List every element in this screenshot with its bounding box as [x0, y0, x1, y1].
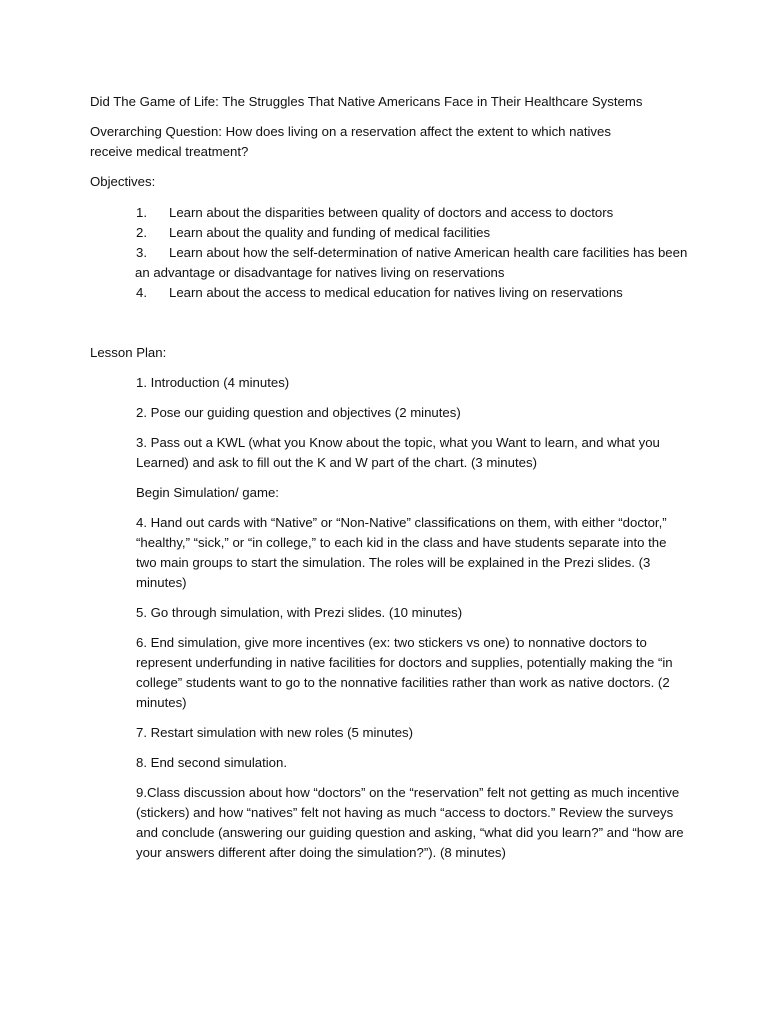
overarching-question: Overarching Question: How does living on a reservation affect the extent to which natives receive medical treatment?	[90, 124, 611, 159]
objective-text: Learn about the access to medical education for natives living on reservations	[169, 285, 623, 300]
lesson-step: 7. Restart simulation with new roles (5 minutes)	[136, 725, 414, 740]
simulation-heading: Begin Simulation/ game:	[136, 485, 279, 500]
lesson-plan-heading: Lesson Plan:	[90, 345, 167, 360]
objective-number: 3.	[136, 245, 147, 260]
lesson-step: 6. End simulation, give more incentives (ex: two stickers vs one) to nonnative doctors to represent underfunding in native facilities for doctors and supplies, potentially making the “in college” students want to go to the nonnative facilities rather than work as native doctors. (2 minutes)	[136, 635, 673, 710]
objective-item	[136, 283, 696, 303]
lesson-step: 1. Introduction (4 minutes)	[136, 375, 290, 390]
objective-item	[136, 223, 696, 243]
objective-text: Learn about the quality and funding of medical facilities	[169, 225, 491, 240]
lesson-step: 4. Hand out cards with “Native” or “Non-Native” classifications on them, with either “doctor,” “healthy,” “sick,” or “in college,” to each kid in the class and have students separate into the two main groups to start the simulation. The roles will be explained in the Prezi slides. (3 minutes)	[136, 515, 667, 590]
objective-item	[136, 203, 696, 223]
objective-number: 1.	[136, 205, 147, 220]
objective-item	[136, 243, 696, 263]
objective-text-continuation: an advantage or disadvantage for natives living on reservations	[135, 265, 505, 280]
lesson-steps	[136, 373, 684, 873]
objective-text: Learn about how the self-determination of native American health care facilities has been	[169, 245, 688, 260]
lesson-step: 3. Pass out a KWL (what you Know about the topic, what you Want to learn, and what you Learned) and ask to fill out the K and W part of the chart. (3 minutes)	[136, 435, 660, 470]
objective-item-continuation	[135, 263, 696, 283]
objective-text: Learn about the disparities between quality of doctors and access to doctors	[169, 205, 614, 220]
objectives-list	[136, 203, 696, 303]
lesson-step: 8. End second simulation.	[136, 755, 288, 770]
objective-number: 2.	[136, 225, 147, 240]
objectives-heading: Objectives:	[90, 174, 156, 189]
objective-number: 4.	[136, 285, 147, 300]
lesson-step: 2. Pose our guiding question and objectives (2 minutes)	[136, 405, 461, 420]
lesson-step: 9.Class discussion about how “doctors” on the “reservation” felt not getting as much incentive (stickers) and how “natives” felt not having as much “access to doctors.” Review the surveys and conclude (answering our guiding question and asking, “what did you learn?” and “how are your answers different after doing the simulation?”). (8 minutes)	[136, 785, 684, 860]
lesson-step: 5. Go through simulation, with Prezi slides. (10 minutes)	[136, 605, 463, 620]
document-title: Did The Game of Life: The Struggles That Native Americans Face in Their Healthcare Systems	[90, 94, 643, 109]
